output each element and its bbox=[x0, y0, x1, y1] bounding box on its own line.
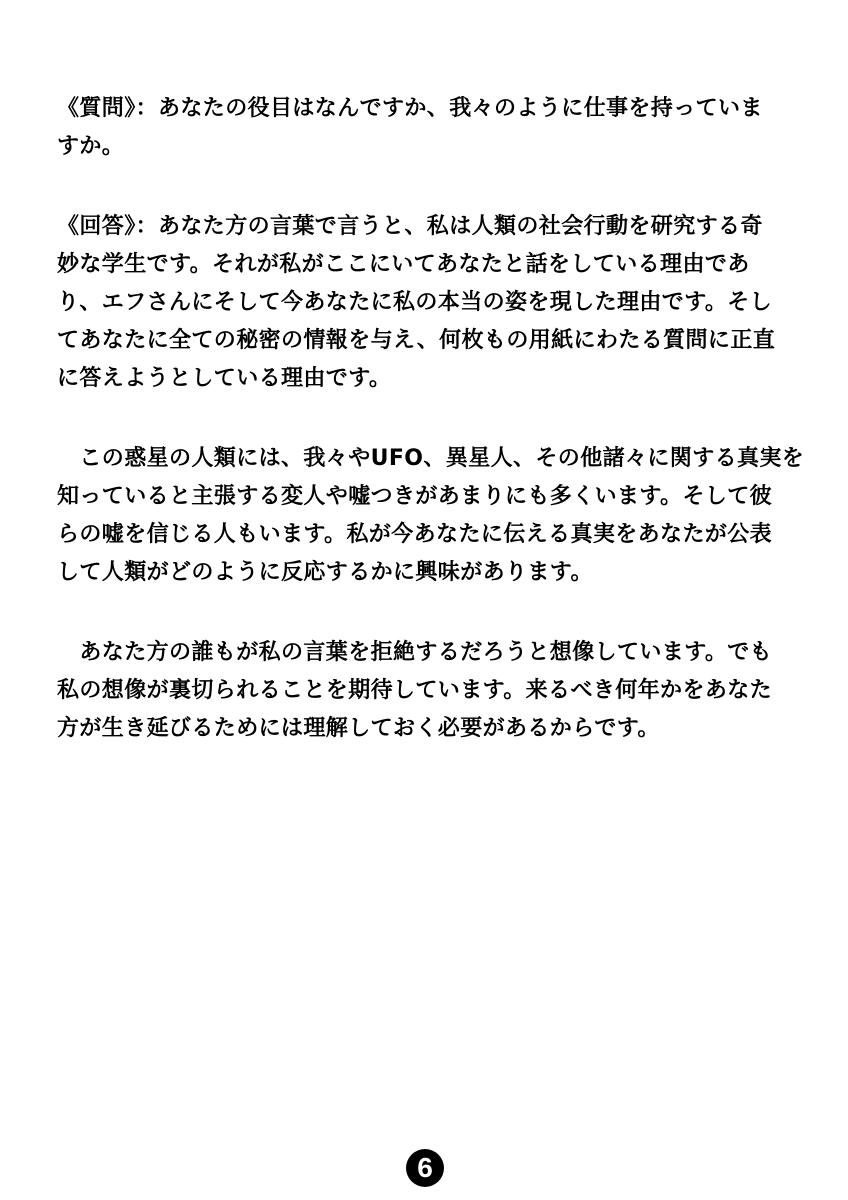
text-line: らの嘘を信じる人もいます。私が今あなたに伝える真実をあなたが公表 bbox=[57, 522, 773, 547]
text-line: 妙な学生です。それが私がここにいてあなたと話をしている理由であ bbox=[57, 252, 750, 277]
text-line: に答えようとしている理由です。 bbox=[57, 366, 392, 391]
text-line: り、エフさんにそして今あなたに私の本当の姿を現した理由です。そし bbox=[57, 290, 773, 315]
text-line: 《質問》：あなたの役目はなんですか、我々のように仕事を持っていま bbox=[57, 96, 763, 121]
text-line: てあなたに全ての秘密の情報を与え、何枚もの用紙にわたる質問に正直 bbox=[57, 328, 776, 353]
text-line: 知っていると主張する変人や嘘つきがあまりにも多くいます。そして彼 bbox=[57, 484, 773, 509]
text-line: すか。 bbox=[57, 134, 125, 159]
text-line: 私の想像が裏切られることを期待しています。来るべき何年かをあなた bbox=[57, 678, 773, 703]
text-line: 方が生き延びるためには理解しておく必要があるからです。 bbox=[57, 716, 660, 741]
text-line: あなた方の誰もが私の言葉を拒絶するだろうと想像しています。でも bbox=[57, 640, 773, 665]
text-line: 《回答》：あなた方の言葉で言うと、私は人類の社会行動を研究する奇 bbox=[57, 214, 763, 239]
paragraph-question bbox=[57, 90, 797, 166]
page-number: 6 bbox=[406, 1149, 444, 1187]
paragraph-body-1 bbox=[57, 440, 805, 592]
text-line: して人類がどのように反応するかに興味があります。 bbox=[57, 560, 593, 585]
text-line: この惑星の人類には、我々やUFO、異星人、その他諸々に関する真実を bbox=[57, 446, 805, 471]
paragraph-body-2 bbox=[57, 634, 797, 748]
body-text bbox=[57, 90, 805, 790]
paragraph-answer bbox=[57, 208, 797, 398]
